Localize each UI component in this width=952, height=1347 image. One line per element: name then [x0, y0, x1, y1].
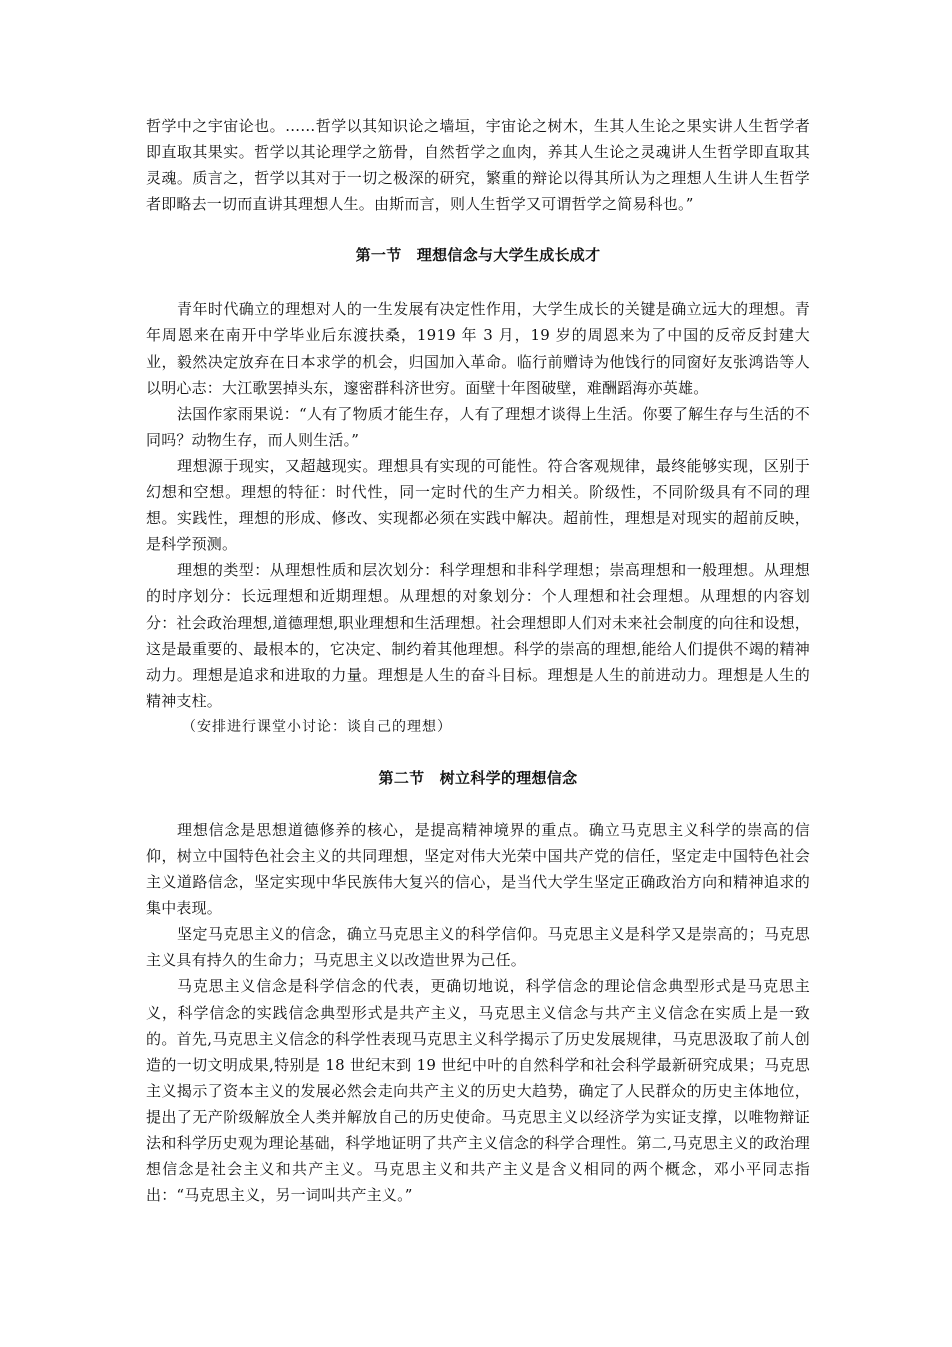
- section-1-heading: 第一节 理想信念与大学生成长成才: [355, 246, 601, 265]
- document-page: [146, 113, 810, 1208]
- intro-quote-paragraph: 哲学中之宇宙论也。……哲学以其知识论之墙垣，宇宙论之树木，生其人生论之果实讲人生哲学者即直取其果实。哲学以其论理学之筋骨，自然哲学之血肉，养其人生论之灵魂讲人生哲学即直取其灵魂。质言之，哲学以其对于一切之极深的研究，繁重的辩论以得其所认为之理想人生讲人生哲学者即略去一切而直讲其理想人生。由斯而言，则人生哲学又可谓哲学之简易科也。”: [146, 117, 810, 214]
- section-2-paragraph-1: 理想信念是思想道德修养的核心，是提高精神境界的重点。确立马克思主义科学的崇高的信仰，树立中国特色社会主义的共同理想，坚定对伟大光荣中国共产党的信任，坚定走中国特色社会主义道路信念，坚定实现中华民族伟大复兴的信心，是当代大学生坚定正确政治方向和精神追求的集中表现。: [146, 820, 810, 918]
- section-2-paragraph-2: 坚定马克思主义的信念，确立马克思主义的科学信仰。马克思主义是科学又是崇高的；马克思主义具有持久的生命力；马克思主义以改造世界为己任。: [146, 925, 810, 970]
- section-2-heading: 第二节 树立科学的理想信念: [378, 768, 578, 787]
- section-1-paragraph-2: 法国作家雨果说：“人有了物质才能生存，人有了理想才谈得上生活。你要了解生存与生活的不同吗？动物生存，而人则生活。”: [146, 404, 810, 449]
- section-1-paragraph-3: 理想源于现实，又超越现实。理想具有实现的可能性。符合客观规律，最终能够实现，区别于幻想和空想。理想的特征：时代性，同一定时代的生产力相关。阶级性，不同阶级具有不同的理想。实践性，理想的形成、修改、实现都必须在实践中解决。超前性，理想是对现实的超前反映，是科学预测。: [146, 456, 810, 554]
- section-1-discussion-note: （安排进行课堂小讨论：谈自己的理想）: [182, 718, 452, 735]
- section-2-paragraph-3: 马克思主义信念是科学信念的代表，更确切地说，科学信念的理论信念典型形式是马克思主义，科学信念的实践信念典型形式是共产主义，马克思主义信念与共产主义信念在实质上是一致的。首先,马克思主义信念的科学性表现马克思主义科学揭示了历史发展规律，马克思汲取了前人创造的一切文明成果,特别是 18 世纪末到 19 世纪中叶的自然科学和社会科学最新研究成果；马克思主义揭示了资本主义的发展必然会走向共产主义的历史大趋势，确定了人民群众的历史主体地位，提出了无产阶级解放全人类并解放自己的历史使命。马克思主义以经济学为实证支撑，以唯物辩证法和科学历史观为理论基础，科学地证明了共产主义信念的科学合理性。第二,马克思主义的政治理想信念是社会主义和共产主义。马克思主义和共产主义是含义相同的两个概念，邓小平同志指出：“马克思主义，另一词叫共产主义。”: [146, 977, 810, 1205]
- section-1-paragraph-1: 青年时代确立的理想对人的一生发展有决定性作用，大学生成长的关键是确立远大的理想。青年周恩来在南开中学毕业后东渡扶桑，1919 年 3 月，19 岁的周恩来为了中国的反帝反封建大业，毅然决定放弃在日本求学的机会，归国加入革命。临行前赠诗为他饯行的同窗好友张鸿诰等人以明心志：大江歌罢掉头东，邃密群科济世穷。面壁十年图破壁，难酬蹈海亦英雄。: [146, 300, 810, 397]
- section-1-paragraph-4: 理想的类型：从理想性质和层次划分：科学理想和非科学理想；崇高理想和一般理想。从理想的时序划分：长远理想和近期理想。从理想的对象划分：个人理想和社会理想。从理想的内容划分：社会政治理想,道德理想,职业理想和生活理想。社会理想即人们对未来社会制度的向往和设想，这是最重要的、最根本的，它决定、制约着其他理想。科学的崇高的理想,能给人们提供不竭的精神动力。理想是追求和进取的力量。理想是人生的奋斗目标。理想是人生的前进动力。理想是人生的精神支柱。: [146, 561, 810, 710]
